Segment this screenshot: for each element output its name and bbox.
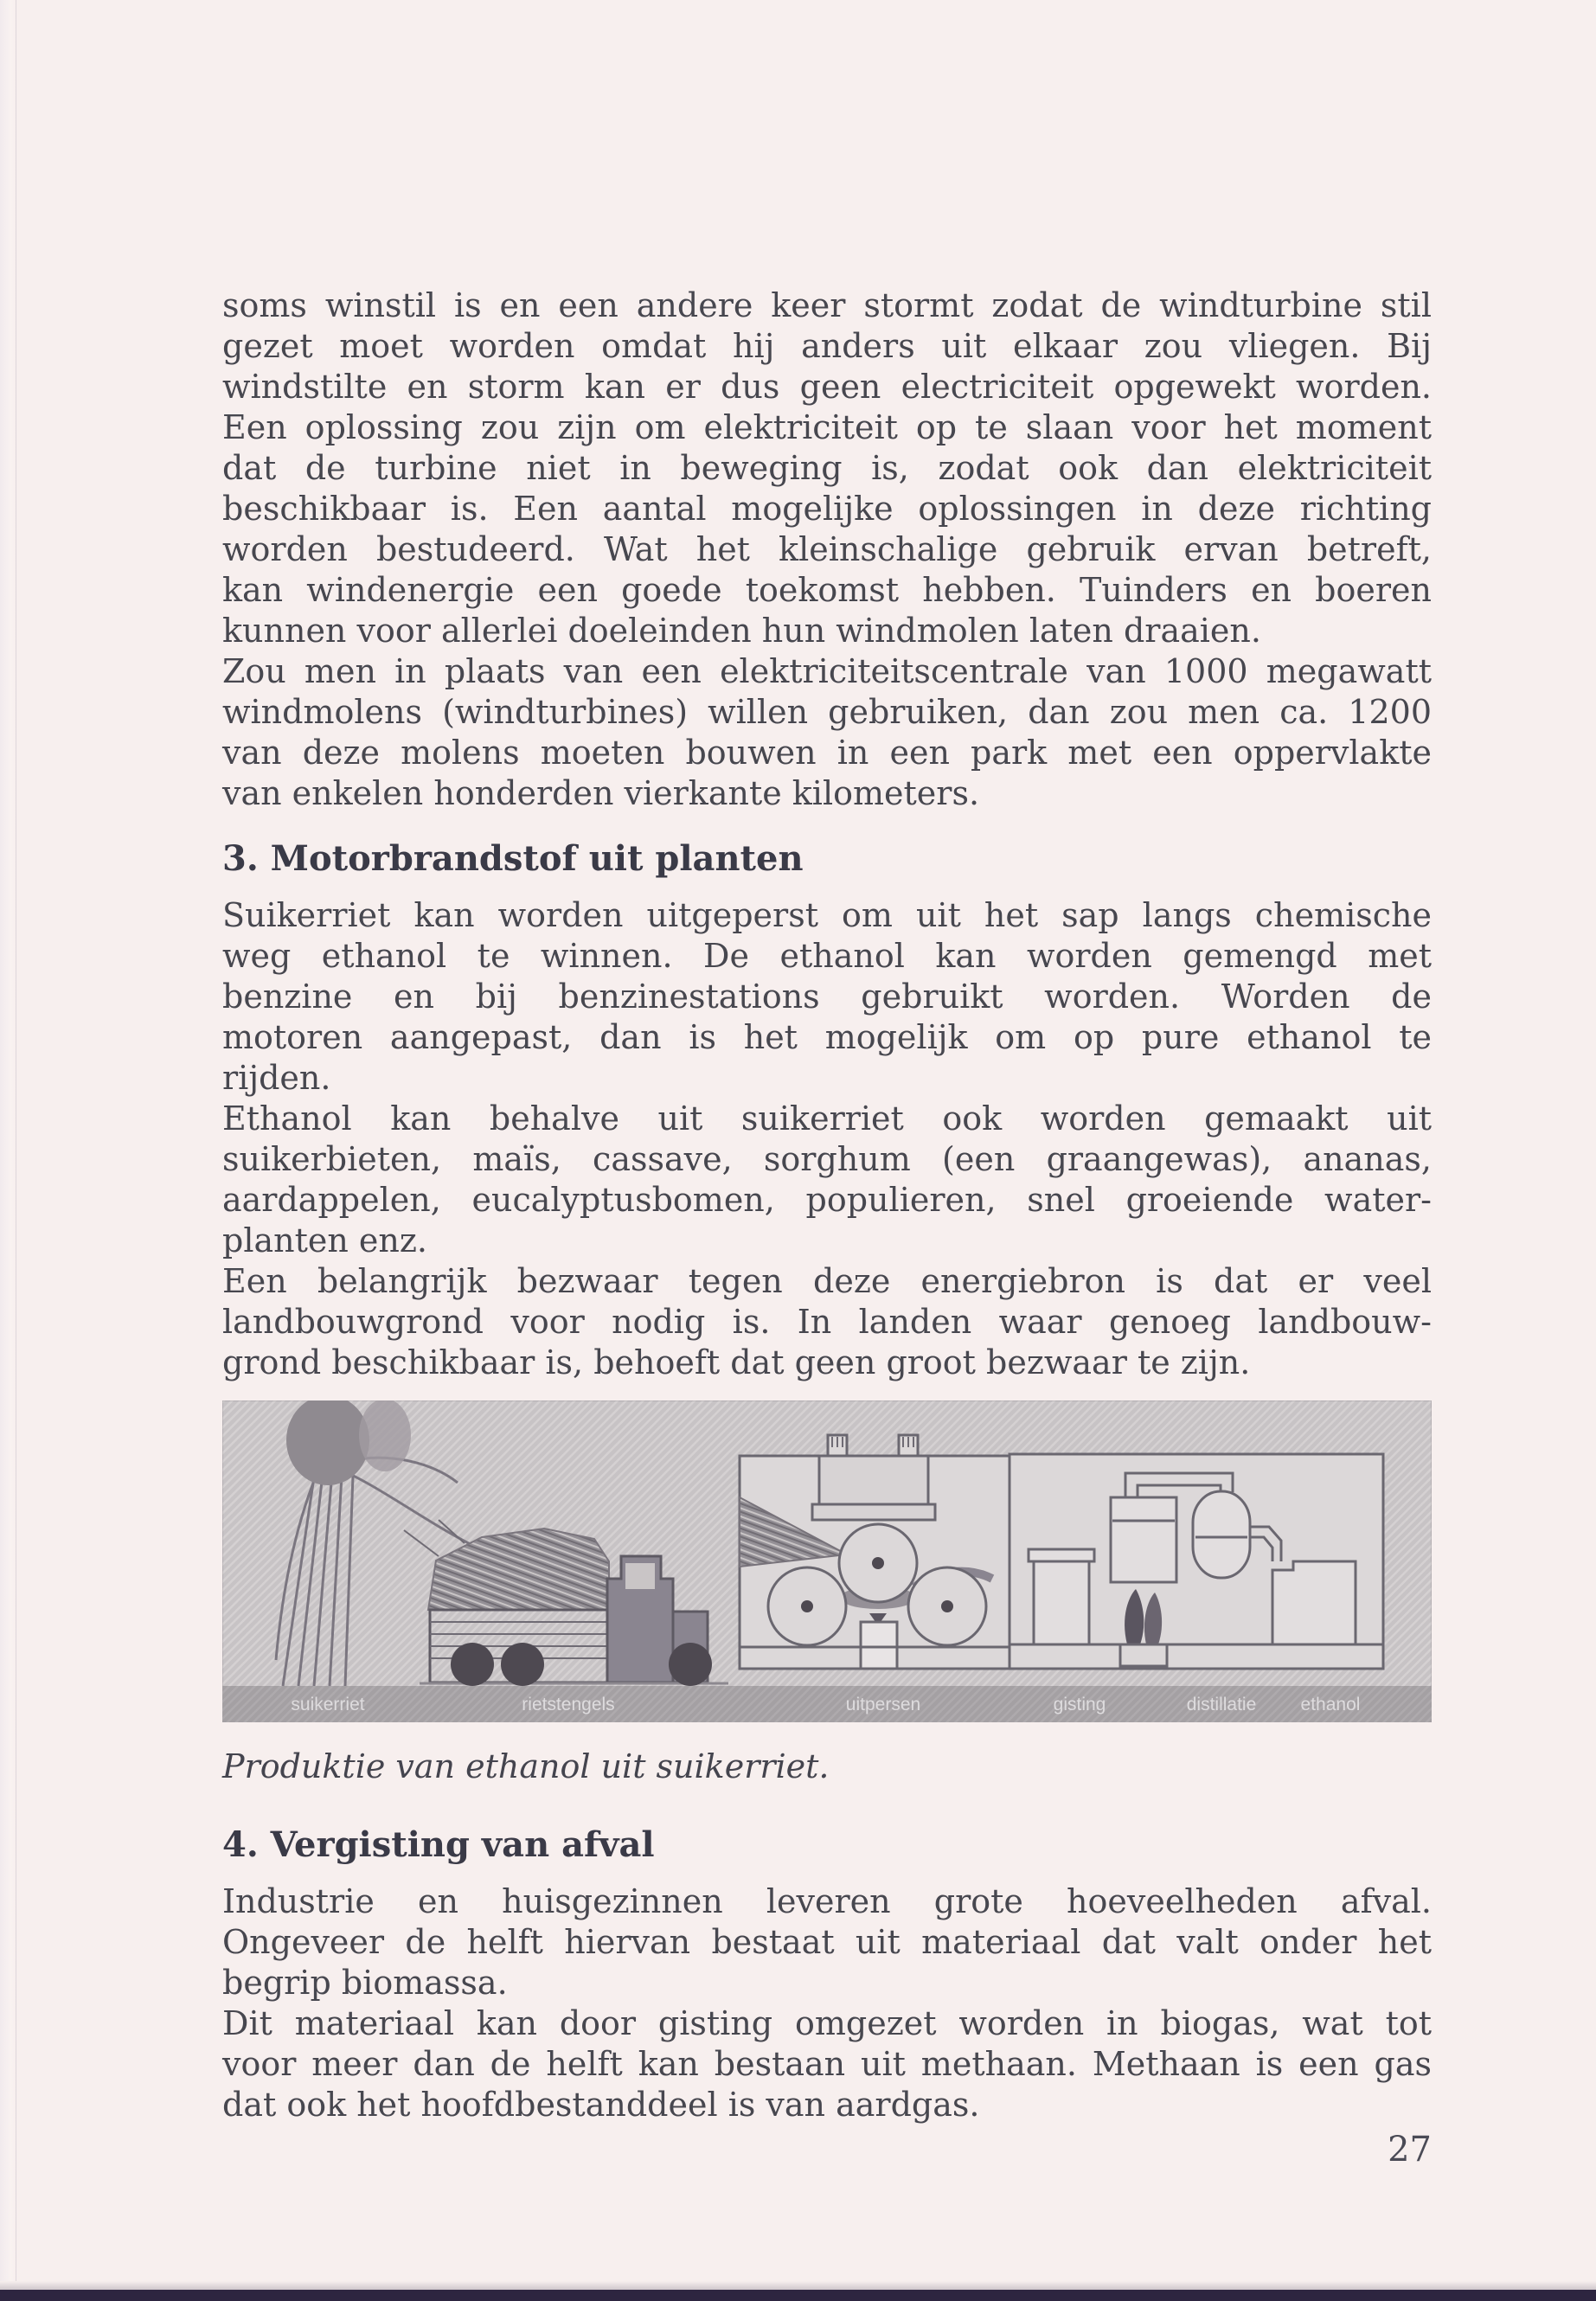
label-uitpersen: uitpersen [845,1695,921,1715]
text-line: Ethanol kan behalve uit suikerriet ook worden gemaakt uit [222,1099,1432,1138]
text-line: beschikbaar is. Een aantal mogelijke oplossingen in deze richting [222,490,1432,528]
text-line: windstilte en storm kan er dus geen electriciteit opgewekt worden. [222,368,1432,406]
text-line: motoren aangepast, dan is het mogelijk om op pure ethanol te [222,1018,1432,1056]
truck-wheel [501,1643,544,1686]
figure-ethanol-production [222,1400,1432,1788]
label-distillatie: distillatie [1186,1695,1257,1715]
fermentation-distillation-illustration [1010,1454,1383,1669]
text-line: Dit materiaal kan door gisting omgezet worden in biogas, wat tot [222,2004,1432,2042]
text-line: planten enz. [222,1221,427,1259]
text-line: worden bestudeerd. Wat het kleinschalige gebruik ervan betreft, [222,530,1432,568]
text-line: landbouwgrond voor nodig is. In landen waar genoeg landbouw- [222,1303,1432,1341]
paragraph-farmland-objection [222,1261,1432,1383]
label-gisting: gisting [1053,1695,1106,1715]
paragraph-sugarcane-ethanol [222,895,1432,1099]
text-line: dat de turbine niet in beweging is, zodat ook dan elektriciteit [222,449,1432,487]
text-line: windmolens (windturbines) willen gebruiken, dan zou men ca. 1200 [222,693,1432,731]
section-heading-motor-fuel: 3. Motorbrandstof uit planten [222,838,804,879]
text-line: van deze molens moeten bouwen in een park met een oppervlakte [222,734,1432,772]
press-mill-illustration [740,1435,1010,1669]
text-line: Ongeveer de helft hiervan bestaat uit materiaal dat valt onder het [222,1923,1432,1961]
text-column [222,285,1432,2125]
label-suikerriet: suikerriet [291,1695,365,1715]
paragraph-wind-energy [222,285,1432,651]
text-line: Een belangrijk bezwaar tegen deze energiebron is dat er veel [222,1262,1432,1300]
text-line: gezet moet worden omdat hij anders uit elkaar zou vliegen. Bij [222,327,1432,365]
paragraph-biogas-methane [222,2003,1432,2125]
text-line: van enkelen honderden vierkante kilometers. [222,774,980,812]
label-ethanol: ethanol [1300,1695,1361,1715]
distillation-still [1193,1491,1250,1578]
figure-caption: Produktie van ethanol uit suikerriet. [222,1747,830,1785]
fermentation-tank [1029,1549,1094,1644]
page-bottom-shadow [0,2281,1596,2290]
text-line: suikerbieten, maïs, cassave, sorghum (een graangewas), ananas, [222,1140,1432,1178]
text-line: Industrie en huisgezinnen leveren grote hoeveelheden afval. [222,1882,1432,1920]
text-line: grond beschikbaar is, behoeft dat geen groot bezwaar te zijn. [222,1343,1251,1381]
text-line: weg ethanol te winnen. De ethanol kan worden gemengd met [222,937,1432,975]
page-bottom-edge-band [0,2290,1596,2301]
truck-wheel [451,1643,494,1686]
label-rietstengels: rietstengels [522,1695,615,1715]
text-line: soms winstil is en een andere keer stormt zodat de windturbine stil [222,286,1432,324]
text-line: begrip biomassa. [222,1964,508,2002]
text-line: benzine en bij benzinestations gebruikt worden. Worden de [222,977,1432,1016]
section-heading-vergisting: 4. Vergisting van afval [222,1824,655,1865]
text-line: voor meer dan de helft kan bestaan uit methaan. Methaan is een gas [222,2045,1432,2083]
paragraph-windmill-park [222,651,1432,814]
text-line: Suikerriet kan worden uitgeperst om uit het sap langs chemische [222,896,1432,934]
text-line: kan windenergie een goede toekomst hebben. Tuinders en boeren [222,571,1432,609]
text-line: kunnen voor allerlei doeleinden hun windmolen laten draaien. [222,612,1261,650]
text-line: Zou men in plaats van een elektriciteitscentrale van 1000 megawatt [222,652,1432,690]
ethanol-production-illustration [222,1400,1432,1722]
paragraph-waste-biomass [222,1881,1432,2003]
truck-wheel [669,1643,712,1686]
text-line: dat ook het hoofdbestanddeel is van aardgas. [222,2086,980,2124]
text-line: aardappelen, eucalyptusbomen, populieren, snel groeiende water- [222,1181,1432,1219]
ethanol-tank [1272,1561,1356,1644]
paragraph-ethanol-sources [222,1099,1432,1261]
text-line: rijden. [222,1059,331,1097]
text-line: Een oplossing zou zijn om elektriciteit op te slaan voor het moment [222,408,1432,446]
page-gutter-edge [0,0,16,2301]
page-number: 27 [1388,2130,1432,2170]
